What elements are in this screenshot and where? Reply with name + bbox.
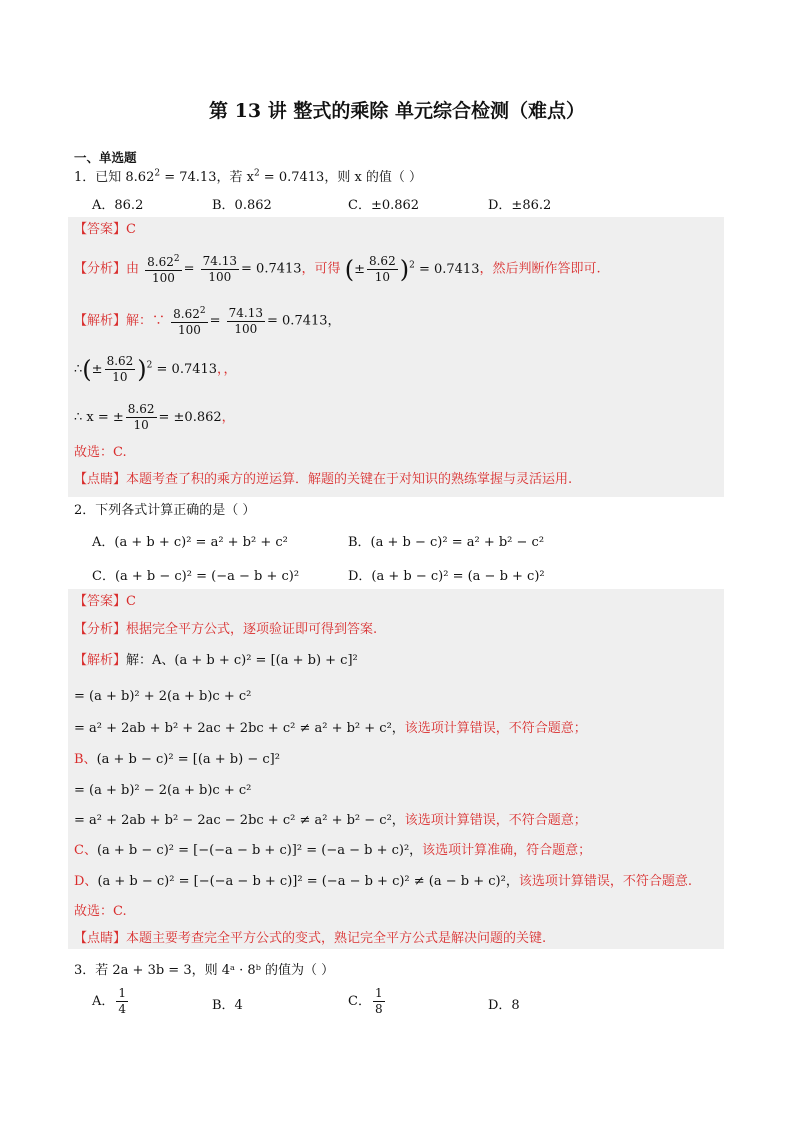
question-2-option-d: D．(a + b − c)² = (a − b + c)² <box>348 569 545 584</box>
question-1-choose: 故选：C. <box>74 445 127 460</box>
question-2-solution-line-6: = a² + 2ab + b² − 2ac − 2bc + c² ≠ a² + b² − c²，该选项计算错误，不符合题意； <box>74 813 587 828</box>
question-1-solution-line-2: ∴(± $\frac{8.62}{10}$ )$^2$ = 0.7413，， <box>74 354 237 384</box>
question-1-option-a: A．86.2 <box>92 198 144 213</box>
question-2-solution-line-8: D、(a + b − c)² = [−(−a − b + c)]² = (−a − b + c)² ≠ (a − b + c)²，该选项计算错误，不符合题意. <box>74 874 692 889</box>
question-2-option-a: A．(a + b + c)² = a² + b² + c² <box>92 535 288 550</box>
section-heading: 一、单选题 <box>74 150 137 165</box>
question-3-option-b: B．4 <box>212 998 243 1013</box>
question-2-solution-panel <box>68 589 724 949</box>
question-2-solution-line-2: = (a + b)² + 2(a + b)c + c² <box>74 689 252 704</box>
page-title: 第 13 讲 整式的乘除 单元综合检测（难点） <box>209 100 585 122</box>
question-2-stem: 2．下列各式计算正确的是（ ） <box>74 503 256 518</box>
question-1-option-b: B．0.862 <box>212 198 272 213</box>
question-2-solution-line-5: = (a + b)² − 2(a + b)c + c² <box>74 783 252 798</box>
question-3-option-d: D．8 <box>488 998 520 1013</box>
question-1-option-d: D．±86.2 <box>488 198 552 213</box>
question-2-option-b: B．(a + b − c)² = a² + b² − c² <box>348 535 545 550</box>
question-1-comment: 【点睛】本题考查了积的乘方的逆运算．解题的关键在于对知识的熟练掌握与灵活运用. <box>74 472 573 487</box>
question-2-solution-line-3: = a² + 2ab + b² + 2ac + 2bc + c² ≠ a² + b² + c²，该选项计算错误，不符合题意； <box>74 721 587 736</box>
question-2-option-c: C．(a + b − c)² = (−a − b + c)² <box>92 569 300 584</box>
question-1-answer: 【答案】C <box>74 222 136 237</box>
question-2-solution-line-1: 【解析】解：A、(a + b + c)² = [(a + b) + c]² <box>74 653 358 668</box>
question-1-analysis: 【分析】由 $\frac{8.62^2}{100}$ = $\frac{74.13}{100}$ = 0.7413，可得 (± $\frac{8.62}{10}$ )$^2$ = 0.7413，然后判断作答即可. <box>74 253 601 285</box>
question-2-solution-line-4: B、(a + b − c)² = [(a + b) − c]² <box>74 752 280 767</box>
question-2-analysis: 【分析】根据完全平方公式，逐项验证即可得到答案. <box>74 622 378 637</box>
question-3-option-a: A． $\frac{1}{4}$ <box>92 986 127 1016</box>
question-2-comment: 【点睛】本题主要考查完全平方公式的变式，熟记完全平方公式是解决问题的关键. <box>74 931 547 946</box>
question-3-stem: 3．若 2a + 3b = 3，则 4ᵃ · 8ᵇ 的值为（ ） <box>74 963 335 978</box>
question-2-choose: 故选：C. <box>74 904 127 919</box>
question-1-solution-line-3: ∴ x = ± $\frac{8.62}{10}$ = ±0.862， <box>74 402 235 432</box>
question-3-option-c: C． $\frac{1}{8}$ <box>348 986 383 1016</box>
question-1-solution-line-1: 【解析】解：∵ $\frac{8.62^2}{100}$ = $\frac{74.13}{100}$ = 0.7413， <box>74 305 341 337</box>
question-2-solution-line-7: C、(a + b − c)² = [−(−a − b + c)]² = (−a − b + c)²，该选项计算准确，符合题意； <box>74 843 592 858</box>
question-1-option-c: C．±0.862 <box>348 198 420 213</box>
question-1-stem: 1．已知 $8.62^2 = 74.13$，若 $x^2 = 0.7413$，则 x 的值（ ） <box>74 168 423 185</box>
question-2-answer: 【答案】C <box>74 594 136 609</box>
